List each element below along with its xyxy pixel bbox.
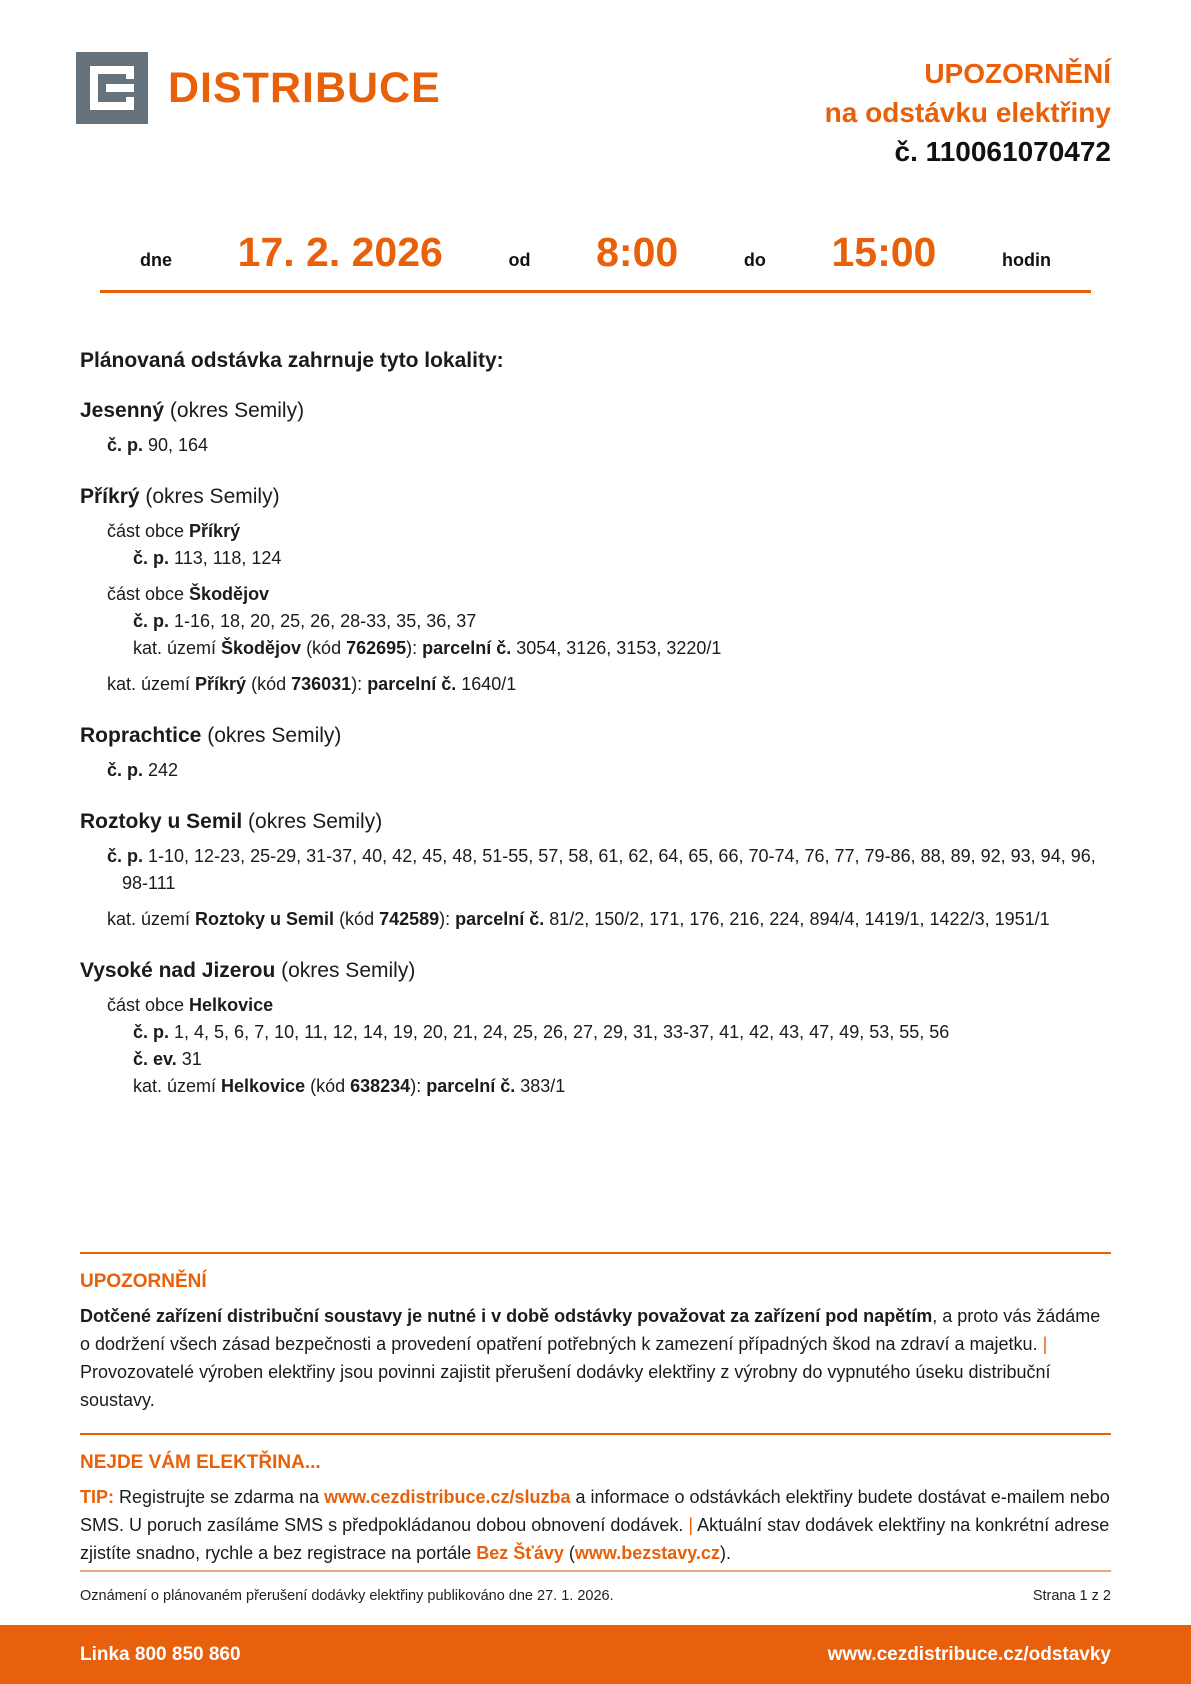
text-segment: část obce xyxy=(107,995,190,1015)
locality-section xyxy=(80,724,1111,784)
text-segment: TIP: xyxy=(80,1487,114,1507)
text-segment: | xyxy=(1042,1334,1048,1354)
schedule-hodin-label: hodin xyxy=(1001,250,1051,270)
locality-name: Jesenný (okres Semily) xyxy=(80,399,305,422)
locality-line xyxy=(80,843,1111,897)
text-segment: č. p. xyxy=(133,548,170,568)
text-segment: Bez Šťávy xyxy=(476,1543,564,1563)
text-segment: Provozovatelé výroben elektřiny jsou povinni zajistit přerušení dodávky elektřiny z výrobny do vypnutého úseku distribuční soustavy. xyxy=(80,1362,1051,1410)
text-segment: Registrujte se zdarma na xyxy=(114,1487,325,1507)
published-note: Oznámení o plánovaném přerušení dodávky elektřiny publikováno dne 27. 1. 2026. xyxy=(80,1588,614,1604)
warning-heading: UPOZORNĚNÍ xyxy=(80,1271,207,1292)
schedule-od-label: od xyxy=(508,250,531,270)
text-segment: | xyxy=(688,1515,694,1535)
text-segment: ( xyxy=(563,1543,575,1563)
text-segment: 1-16, 18, 20, 25, 26, 28-33, 35, 36, 37 xyxy=(169,611,477,631)
text-segment: Dotčené zařízení distribuční soustavy je nutné i v době odstávky považovat za zařízení pod napětím xyxy=(80,1306,933,1326)
locality-line xyxy=(80,608,1111,635)
text-segment: 81/2, 150/2, 171, 176, 216, 224, 894/4, 1419/1, 1422/3, 1951/1 xyxy=(544,909,1050,929)
text-segment: 1640/1 xyxy=(456,674,517,694)
text-segment: (kód xyxy=(301,638,347,658)
text-segment: parcelní č. xyxy=(455,909,545,929)
footer-phone[interactable]: Linka 800 850 860 xyxy=(80,1643,241,1665)
locality-line xyxy=(80,518,1111,545)
footnote-row xyxy=(80,1588,1111,1604)
notice-title xyxy=(825,52,1111,171)
locality-section xyxy=(80,485,1111,698)
locality-line xyxy=(80,581,1111,608)
schedule-date: 17. 2. 2026 xyxy=(237,229,443,275)
text-segment: ): xyxy=(439,909,456,929)
text-segment: část obce xyxy=(107,584,190,604)
text-segment: č. ev. xyxy=(133,1049,177,1069)
locality-section xyxy=(80,399,1111,459)
text-segment: a informace o odstávkách elektřiny budete dostávat e-mailem nebo SMS. U poruch zasíláme SMS s předpokládanou dobou obnovení dodávek. xyxy=(80,1487,1110,1535)
text-segment: Škodějov xyxy=(221,638,302,658)
inline-link[interactable]: www.bezstavy.cz xyxy=(574,1543,720,1563)
schedule-row xyxy=(140,229,1051,276)
locality-line xyxy=(80,906,1111,933)
warning-paragraph xyxy=(80,1302,1111,1414)
footer-link[interactable]: www.cezdistribuce.cz/odstavky xyxy=(827,1643,1111,1665)
locality-line xyxy=(80,757,1111,784)
text-segment: 1-10, 12-23, 25-29, 31-37, 40, 42, 45, 48, 51-55, 57, 58, 61, 62, 64, 65, 66, 70-74, 76, 77, 79-86, 88, 89, 92, 93, 94, 96, 98-111 xyxy=(122,846,1096,893)
text-segment: kat. území xyxy=(107,674,196,694)
text-segment: č. p. xyxy=(107,760,144,780)
text-segment: ). xyxy=(719,1543,731,1563)
brand xyxy=(76,52,441,124)
notice-title-line1: UPOZORNĚNÍ xyxy=(924,58,1111,89)
text-segment: část obce xyxy=(107,521,190,541)
notice-title-line2: na odstávku elektřiny xyxy=(824,97,1111,128)
locality-line xyxy=(80,1019,1111,1046)
schedule-time-to: 15:00 xyxy=(831,229,937,275)
page-number: Strana 1 z 2 xyxy=(1032,1588,1111,1604)
schedule-band xyxy=(100,229,1091,293)
localities xyxy=(0,349,1191,1100)
text-segment: Helkovice xyxy=(221,1076,306,1096)
text-segment: 90, 164 xyxy=(143,435,209,455)
notice-number: č. 110061070472 xyxy=(894,136,1111,167)
text-segment: parcelní č. xyxy=(422,638,512,658)
text-segment: (kód xyxy=(246,674,292,694)
text-segment: (kód xyxy=(334,909,380,929)
schedule-time-from: 8:00 xyxy=(596,229,679,275)
text-segment: kat. území xyxy=(133,1076,222,1096)
locality-name: Příkrý (okres Semily) xyxy=(80,485,280,508)
text-segment: Helkovice xyxy=(189,995,274,1015)
text-segment: , a proto vás žádáme o dodržení všech zásad bezpečnosti a provedení opatření potřebných k zamezení případných škod na zdraví a majetku. xyxy=(80,1306,1101,1354)
text-segment: ): xyxy=(410,1076,427,1096)
text-segment: ): xyxy=(351,674,368,694)
locality-line xyxy=(80,1046,1111,1073)
locality-section xyxy=(80,810,1111,933)
text-segment: č. p. xyxy=(107,435,144,455)
locality-line xyxy=(80,432,1111,459)
text-segment: 1, 4, 5, 6, 7, 10, 11, 12, 14, 19, 20, 21, 24, 25, 26, 27, 29, 31, 33-37, 41, 42, 43, 47, 49, 53, 55, 56 xyxy=(169,1022,950,1042)
text-segment: 383/1 xyxy=(515,1076,566,1096)
divider-footnote xyxy=(80,1570,1111,1572)
text-segment: Škodějov xyxy=(189,584,270,604)
text-segment: parcelní č. xyxy=(426,1076,516,1096)
localities-heading: Plánovaná odstávka zahrnuje tyto lokality: xyxy=(80,349,504,372)
locality-line xyxy=(80,545,1111,572)
locality-section xyxy=(80,959,1111,1100)
header xyxy=(0,0,1191,171)
text-segment: č. p. xyxy=(107,846,144,866)
text-segment: (kód xyxy=(305,1076,351,1096)
footer-bar xyxy=(0,1625,1191,1684)
bottom-notices xyxy=(0,1252,1191,1567)
text-segment: Příkrý xyxy=(195,674,247,694)
text-segment: č. p. xyxy=(133,611,170,631)
text-segment: 113, 118, 124 xyxy=(169,548,282,568)
locality-name: Vysoké nad Jizerou (okres Semily) xyxy=(80,959,416,982)
divider-tip-top xyxy=(80,1433,1111,1435)
text-segment: kat. území xyxy=(133,638,222,658)
schedule-do-label: do xyxy=(743,250,766,270)
tip-paragraph xyxy=(80,1483,1111,1567)
text-segment: 762695 xyxy=(346,638,407,658)
locality-line xyxy=(80,1073,1111,1100)
locality-name: Roztoky u Semil (okres Semily) xyxy=(80,810,383,833)
inline-link[interactable]: www.cezdistribuce.cz/sluzba xyxy=(324,1487,571,1507)
text-segment: Aktuální stav dodávek elektřiny na konkrétní adrese zjistíte snadno, rychle a bez registrace na portále xyxy=(80,1515,1110,1563)
schedule-dne-label: dne xyxy=(140,250,173,270)
divider-warning-top xyxy=(80,1252,1111,1254)
text-segment: 31 xyxy=(176,1049,202,1069)
text-segment: Roztoky u Semil xyxy=(195,909,335,929)
locality-line xyxy=(80,635,1111,662)
text-segment: 742589 xyxy=(379,909,440,929)
text-segment: č. p. xyxy=(133,1022,170,1042)
cez-logo-icon xyxy=(76,52,148,124)
text-segment: 638234 xyxy=(350,1076,411,1096)
text-segment: 3054, 3126, 3153, 3220/1 xyxy=(511,638,722,658)
text-segment: kat. území xyxy=(107,909,196,929)
locality-line xyxy=(80,992,1111,1019)
text-segment: parcelní č. xyxy=(367,674,457,694)
text-segment: 242 xyxy=(143,760,179,780)
brand-name: DISTRIBUCE xyxy=(168,63,441,112)
text-segment: Příkrý xyxy=(189,521,241,541)
localities-list xyxy=(80,399,1111,1100)
text-segment: ): xyxy=(406,638,423,658)
locality-line xyxy=(80,671,1111,698)
locality-name: Roprachtice (okres Semily) xyxy=(80,724,342,747)
tip-heading: NEJDE VÁM ELEKTŘINA... xyxy=(80,1452,321,1473)
text-segment: 736031 xyxy=(291,674,352,694)
